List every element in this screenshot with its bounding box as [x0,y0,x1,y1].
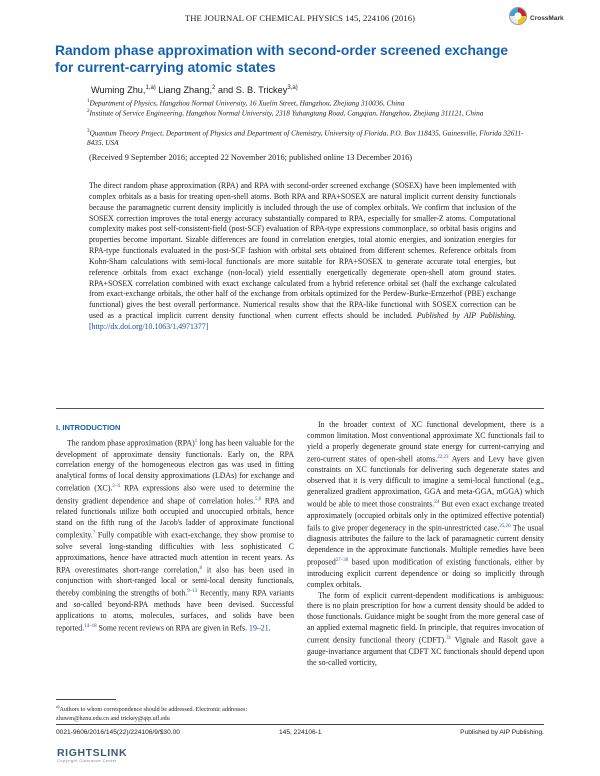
footer-issn: 0021-9606/2016/145(22)/224106/9/$30.00 [56,729,180,736]
author-zhang[interactable]: Liang Zhang, [155,85,213,96]
affiliation-3 [87,127,527,148]
author-trickey[interactable]: and S. B. Trickey [215,85,288,96]
citation[interactable]: 24 [434,500,440,506]
intro-paragraph-3: The form of explicit current-dependent modifications is ambiguous: there is no plain prescription for how a current density should be added to those functionals. Guidance might be sought from the more general case of an applied external magnetic field. In principle, that requires invocation of current density functional theory (CDFT).$^{31}$ Vignale and Rasolt gave a gauge-invariance argument that CDFT XC functionals should depend upon the so-called vorticity, [307,590,544,667]
citation[interactable]: 14–18 [84,623,97,629]
affiliation-2-text: Institute of Service Engineering, Hangzhou Normal University, 2318 Yuhangtang Road, Cangqian, Hangzhou, Zhejiang 311121, China [89,108,484,118]
title-line-2: for current-carrying atomic states [55,59,276,75]
reference-link[interactable]: 19–21 [249,623,269,633]
intro-paragraph-2: In the broader context of XC functional development, there is a common limitation. Most conventional approximate XC functionals fail to yield a properly degenerate ground state energy for current-carrying and zero-current states of open-shell atoms.$^{22,23}$ Ayers and Levy have given constraints on XC functionals for delivering such degenerate states and observed that it is very difficult to imagine a semi-local functional (e.g., generalized gradient approximation, GGA and meta-GGA, mGGA) which would be able to meet those constraints.$^{24}$ But even exact exchange treated approximately (occupied orbitals only in the optimized effective potential) fails to give proper degeneracy in the spin-unrestricted case.$^{25,26}$ The usual diagnosis attributes the failure to the lack of paramagnetic current density dependence in the approximate functionals. Multiple remedies have been proposed$^{27-30}$ based upon modification of existing functionals, either by introducing explicit current dependence or doing so implicitly through complex orbitals. [307,420,544,589]
rightslink-logo[interactable] [57,747,167,765]
affiliation-1-text: Department of Physics, Hangzhou Normal University, 16 Xuelin Street, Hangzhou, Zhejiang 310036, China [89,98,405,108]
author-zhu-sup: 1,a) [145,85,156,91]
citation[interactable]: 7 [92,531,96,537]
rightslink-subtitle: Copyright Clearance Center [57,759,118,763]
citation[interactable]: 22,23 [437,454,449,460]
received-dates: (Received 9 September 2016; accepted 22 November 2016; published online 13 December 2016) [89,153,413,162]
author-list [91,85,298,95]
citation[interactable]: 25,26 [499,523,511,529]
journal-header: THE JOURNAL OF CHEMICAL PHYSICS 145, 224106 (2016) [184,13,416,23]
rightslink-wordmark: RIGHTSLINK [57,747,128,759]
crossmark-label: CrossMark [530,15,564,22]
citation[interactable]: 5,6 [255,496,262,502]
left-column [56,437,294,634]
footnote [56,703,294,723]
right-column [307,420,544,669]
affiliation-1-num: 1 [87,99,90,104]
footnote-marker: a) [56,704,60,709]
citation[interactable]: 1 [194,439,198,444]
author-zhu[interactable]: Wuming Zhu, [91,85,146,96]
footer-publisher: Published by AIP Publishing. [460,729,544,736]
section-heading-introduction: I. INTRODUCTION [56,423,121,432]
citation[interactable]: 31 [446,636,452,642]
footnote-text: Authors to whom correspondence should be addressed. Electronic addresses: zhuwm@hznu.edu.cn and trickey@qtp.ufl.edu [56,707,248,722]
abstract-publisher: Published by AIP Publishing. [416,311,516,321]
crossmark-icon [508,6,528,32]
author-trickey-sup: 3,a) [287,85,298,91]
footer-rule [56,724,544,725]
abstract [89,181,516,333]
abstract-divider [56,408,544,409]
affiliation-3-num: 3 [87,129,90,134]
abstract-text: The direct random phase approximation (RPA) and RPA with second-order screened exchange (SOSEX) have been implemented with complex orbitals as a basis for treating open-shell atoms. Both RPA and RPA+SOSEX are natural implicit current density functionals because the paramagnetic current density implicitly is included through the use of complex orbitals. We confirm that inclusion of the SOSEX correction improves the total energy accuracy substantially compared to RPA, especially for smaller-Z atoms. Computational complexity makes post self-consistent-field (post-SCF) evaluation of RPA-type expressions commonplace, so orbital basis origins and properties become important. Sizable differences are found in correlation energies, total atomic energies, and ionization energies for RPA-type functionals evaluated in the post-SCF fashion with orbital sets obtained from different schemes. Reference orbitals from Kohn-Sham calculations with semi-local functionals are more suitable for RPA+SOSEX to generate accurate total energies, but reference orbitals from exact exchange (non-local) yield essentially energetically degenerate open-shell atom ground states. RPA+SOSEX correlation combined with exact exchange calculated from a hybrid reference orbital set (half the exchange calculated from exact-exchange orbitals, the other half of the exchange from orbitals optimized for the Perdew-Burke-Ernzerhof (PBE) exchange functional) gives the best overall performance. Numerical results show that the RPA-like functional with SOSEX correction can be used as a practical implicit current density functional when current effects should be included. [89,181,516,321]
citation[interactable]: 2–4 [112,484,120,490]
author-zhang-sup: 2 [212,85,216,91]
affiliation-2 [87,107,527,118]
citation[interactable]: 8 [199,565,203,571]
doi-link[interactable]: [http://dx.doi.org/10.1063/1.4971377] [89,321,209,331]
paper-title [55,43,525,76]
title-line-1: Random phase approximation with second-order screened exchange [55,43,509,58]
footnote-rule [56,699,116,700]
crossmark-badge[interactable] [508,6,562,34]
footer-page-number: 145, 224106-1 [279,729,322,736]
affiliation-2-num: 2 [87,109,90,114]
intro-paragraph-1: The random phase approximation (RPA)$^1$ long has been valuable for the development of approximate density functionals. Early on, the RPA correlation energy of the homogeneous electron gas was used in fitting analytical forms of local density approximations (LDAs) for exchange and correlation (XC).$^{2-4}$ RPA expressions also were used to determine the density gradient dependence and shape of correlation holes.$^{5,6}$ RPA and related functionals utilize both occupied and unoccupied orbitals, hence stand on the fifth rung of the Jacob's ladder of approximate functional complexity.$^7$ Fully compatible with exact-exchange, they show promise to solve several long-standing difficulties with less sophisticated C approximations, hence have attracted much attention in recent years. As RPA overestimates short-range correlation,$^8$ it also has been used in conjunction with short-ranged local or semi-local density functionals, thereby combining the strengths of both.$^{9-13}$ Recently, many RPA variants and so-called beyond-RPA methods have been devised. Successful applications to atoms, molecules, surfaces, and solids have been reported.$^{14-18}$ Some recent reviews on RPA are given in Refs. 19–21. [56,438,295,633]
citation[interactable]: 9–13 [187,589,198,595]
citation[interactable]: 27–30 [335,558,349,564]
affiliation-3-text: Quantum Theory Project, Department of Physics and Department of Chemistry, University of Florida, P.O. Box 118435, Gainesville, Florida 32611-8435, USA [87,128,524,148]
